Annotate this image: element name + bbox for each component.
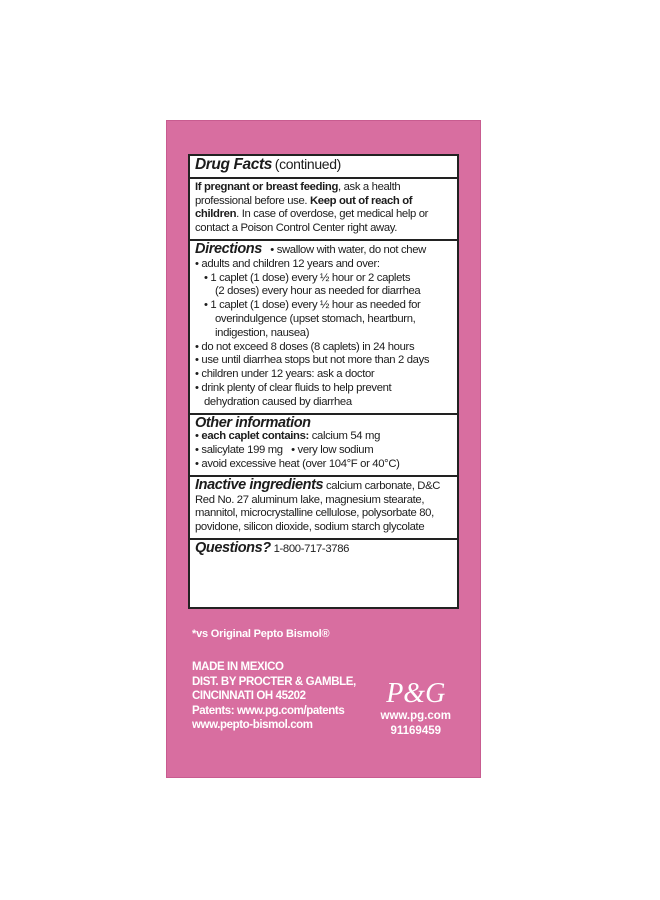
dose1-line1: • 1 caplet (1 dose) every ½ hour or 2 caplets	[195, 272, 452, 286]
heat-text: • avoid excessive heat (over 104°F or 40°C)	[195, 458, 452, 472]
pregnant-warning-bold: If pregnant or breast feeding	[195, 180, 339, 193]
pg-logo: P&G	[386, 678, 446, 709]
swallow-text: • swallow with water, do not chew	[270, 244, 426, 256]
other-info-title: Other information	[195, 414, 311, 431]
questions-section	[190, 540, 457, 560]
website-text: www.pepto-bismol.com	[192, 719, 313, 731]
patents-text: Patents: www.pg.com/patents	[192, 704, 345, 717]
product-code: 91169459	[390, 724, 442, 737]
dose1-line2: (2 doses) every hour as needed for diarrhea	[215, 285, 421, 298]
directions-title: Directions	[195, 240, 262, 257]
fluids-line2: dehydration caused by diarrhea	[204, 395, 352, 408]
children-bold: children	[195, 208, 237, 221]
professional-text: professional before use.	[195, 194, 310, 207]
calcium-text: calcium 54 mg	[308, 430, 381, 443]
dist-line2: CINCINNATI OH 45202	[192, 690, 306, 702]
dose2-line3: indigestion, nausea)	[215, 326, 310, 339]
package-side-panel	[166, 120, 481, 778]
dose2-line1: • 1 caplet (1 dose) every ½ hour as needed for	[195, 299, 452, 313]
overdose-text: . In case of overdose, get medical help or	[236, 208, 429, 221]
dose2-line2: overindulgence (upset stomach, heartburn,	[215, 312, 416, 325]
inactive-section	[190, 477, 457, 540]
inactive-line1: calcium carbonate, D&C	[323, 479, 441, 492]
caplet-contains-bold: each caplet contains:	[201, 430, 309, 443]
fluids-line1: • drink plenty of clear fluids to help prevent	[195, 382, 452, 396]
dist-line1: DIST. BY PROCTER & GAMBLE,	[192, 675, 356, 688]
phone-number: 1-800-717-3786	[273, 542, 350, 555]
inactive-line3: mannitol, microcrystalline cellulose, polysorbate 80,	[195, 507, 434, 520]
duration-text: • use until diarrhea stops but not more than 2 days	[195, 354, 452, 368]
other-info-section	[190, 415, 457, 477]
questions-title: Questions?	[195, 539, 271, 556]
keep-out-bold: Keep out of reach of	[309, 194, 413, 207]
directions-section	[190, 241, 457, 415]
drug-facts-header	[190, 156, 457, 179]
drug-facts-continued: (continued)	[274, 156, 341, 172]
pg-url: www.pg.com	[380, 710, 451, 722]
drug-facts-panel	[188, 154, 459, 609]
pregnant-warning-text: , ask a health	[338, 180, 401, 193]
salicylate-text: • salicylate 199 mg	[195, 444, 283, 456]
max-dose-text: • do not exceed 8 doses (8 caplets) in 24 hours	[195, 341, 452, 355]
warnings-section	[190, 179, 457, 241]
poison-control-text: contact a Poison Control Center right away.	[195, 222, 398, 235]
inactive-title: Inactive ingredients	[195, 476, 324, 493]
inactive-line4: povidone, silicon dioxide, sodium starch glycolate	[195, 521, 425, 534]
sodium-text: • very low sodium	[291, 444, 373, 456]
drug-facts-title: Drug Facts	[195, 156, 272, 173]
footnote: *vs Original Pepto Bismol®	[192, 628, 330, 640]
distribution-info	[192, 660, 356, 733]
inactive-line2: Red No. 27 aluminum lake, magnesium stearate,	[195, 493, 425, 506]
adults-text: • adults and children 12 years and over:	[195, 258, 452, 272]
children-text: • children under 12 years: ask a doctor	[195, 368, 452, 382]
made-in-text: MADE IN MEXICO	[192, 661, 284, 673]
pg-brand-block	[381, 679, 452, 738]
